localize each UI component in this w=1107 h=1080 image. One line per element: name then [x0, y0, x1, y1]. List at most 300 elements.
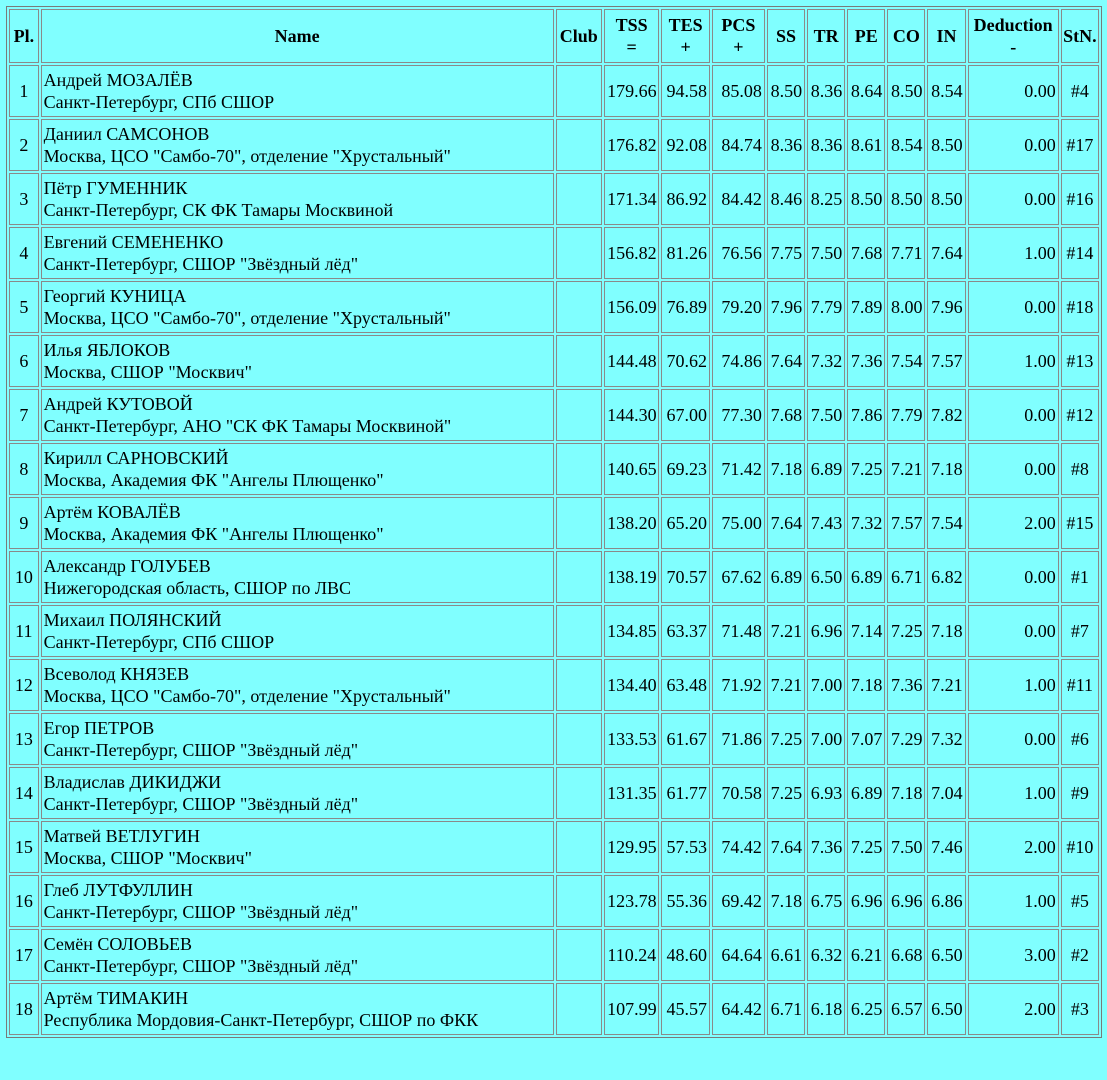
- pcs-cell: 79.20: [712, 281, 765, 333]
- start-number-cell: #8: [1061, 443, 1099, 495]
- club-cell: [556, 929, 603, 981]
- club-cell: [556, 875, 603, 927]
- place-cell: 12: [9, 659, 39, 711]
- tss-cell: 110.24: [604, 929, 659, 981]
- place-cell: 16: [9, 875, 39, 927]
- co-cell: 6.68: [887, 929, 925, 981]
- header-tr: TR: [807, 9, 845, 63]
- skater-name: Семён СОЛОВЬЕВ: [43, 934, 193, 954]
- place-cell: 5: [9, 281, 39, 333]
- start-number-cell: #13: [1061, 335, 1099, 387]
- club-cell: [556, 497, 603, 549]
- skater-name: Владислав ДИКИДЖИ: [43, 772, 222, 792]
- in-cell: 7.18: [927, 443, 965, 495]
- name-cell: [41, 497, 554, 549]
- name-cell: [41, 605, 554, 657]
- name-cell: [41, 389, 554, 441]
- tss-cell: 133.53: [604, 713, 659, 765]
- tes-cell: 57.53: [661, 821, 710, 873]
- header-deduction-sub: -: [1010, 37, 1017, 57]
- skater-name: Пётр ГУМЕННИК: [43, 178, 188, 198]
- table-row: [9, 65, 1099, 117]
- header-tes-sub: +: [680, 37, 691, 57]
- header-pcs: [712, 9, 765, 63]
- pe-cell: 6.21: [847, 929, 885, 981]
- tr-cell: 7.79: [807, 281, 845, 333]
- skater-region: Нижегородская область, СШОР по ЛВС: [43, 578, 352, 598]
- start-number-cell: #14: [1061, 227, 1099, 279]
- in-cell: 8.50: [927, 173, 965, 225]
- place-cell: 8: [9, 443, 39, 495]
- tss-cell: 144.30: [604, 389, 659, 441]
- club-cell: [556, 659, 603, 711]
- place-cell: 3: [9, 173, 39, 225]
- in-cell: 7.54: [927, 497, 965, 549]
- co-cell: 8.50: [887, 173, 925, 225]
- start-number-cell: #15: [1061, 497, 1099, 549]
- pe-cell: 7.89: [847, 281, 885, 333]
- header-co: CO: [887, 9, 925, 63]
- deduction-cell: 0.00: [968, 173, 1059, 225]
- co-cell: 7.25: [887, 605, 925, 657]
- start-number-cell: #1: [1061, 551, 1099, 603]
- header-pe: PE: [847, 9, 885, 63]
- ss-cell: 7.64: [767, 821, 805, 873]
- club-cell: [556, 65, 603, 117]
- skater-name: Михаил ПОЛЯНСКИЙ: [43, 610, 222, 630]
- start-number-cell: #17: [1061, 119, 1099, 171]
- club-cell: [556, 227, 603, 279]
- tr-cell: 7.50: [807, 389, 845, 441]
- tes-cell: 45.57: [661, 983, 710, 1035]
- pcs-cell: 71.48: [712, 605, 765, 657]
- start-number-cell: #11: [1061, 659, 1099, 711]
- pe-cell: 7.18: [847, 659, 885, 711]
- name-cell: [41, 65, 554, 117]
- table-row: [9, 605, 1099, 657]
- pcs-cell: 75.00: [712, 497, 765, 549]
- skater-region: Санкт-Петербург, СПб СШОР: [43, 92, 275, 112]
- place-cell: 15: [9, 821, 39, 873]
- results-body: [9, 65, 1099, 1035]
- in-cell: 7.96: [927, 281, 965, 333]
- co-cell: 8.50: [887, 65, 925, 117]
- ss-cell: 7.64: [767, 497, 805, 549]
- start-number-cell: #6: [1061, 713, 1099, 765]
- deduction-cell: 0.00: [968, 389, 1059, 441]
- skater-name: Илья ЯБЛОКОВ: [43, 340, 171, 360]
- pe-cell: 6.25: [847, 983, 885, 1035]
- ss-cell: 7.18: [767, 875, 805, 927]
- pcs-cell: 71.92: [712, 659, 765, 711]
- pe-cell: 7.86: [847, 389, 885, 441]
- club-cell: [556, 821, 603, 873]
- tss-cell: 156.82: [604, 227, 659, 279]
- ss-cell: 8.50: [767, 65, 805, 117]
- skater-name: Артём КОВАЛЁВ: [43, 502, 181, 522]
- in-cell: 6.50: [927, 983, 965, 1035]
- deduction-cell: 1.00: [968, 227, 1059, 279]
- place-cell: 4: [9, 227, 39, 279]
- skater-region: Москва, СШОР "Москвич": [43, 362, 252, 382]
- tss-cell: 138.20: [604, 497, 659, 549]
- place-cell: 7: [9, 389, 39, 441]
- co-cell: 7.29: [887, 713, 925, 765]
- start-number-cell: #16: [1061, 173, 1099, 225]
- pcs-cell: 74.86: [712, 335, 765, 387]
- tr-cell: 8.36: [807, 65, 845, 117]
- place-cell: 13: [9, 713, 39, 765]
- start-number-cell: #12: [1061, 389, 1099, 441]
- skater-region: Санкт-Петербург, СШОР "Звёздный лёд": [43, 254, 359, 274]
- pcs-cell: 77.30: [712, 389, 765, 441]
- table-row: [9, 929, 1099, 981]
- table-row: [9, 713, 1099, 765]
- tes-cell: 94.58: [661, 65, 710, 117]
- pe-cell: 8.50: [847, 173, 885, 225]
- club-cell: [556, 281, 603, 333]
- tes-cell: 81.26: [661, 227, 710, 279]
- table-row: [9, 443, 1099, 495]
- skater-name: Евгений СЕМЕНЕНКО: [43, 232, 224, 252]
- pcs-cell: 71.42: [712, 443, 765, 495]
- table-row: [9, 335, 1099, 387]
- co-cell: 8.00: [887, 281, 925, 333]
- deduction-cell: 2.00: [968, 821, 1059, 873]
- pcs-cell: 64.64: [712, 929, 765, 981]
- pe-cell: 7.36: [847, 335, 885, 387]
- in-cell: 7.64: [927, 227, 965, 279]
- co-cell: 7.71: [887, 227, 925, 279]
- header-pcs-label: PCS: [721, 15, 756, 35]
- tss-cell: 144.48: [604, 335, 659, 387]
- co-cell: 6.71: [887, 551, 925, 603]
- start-number-cell: #7: [1061, 605, 1099, 657]
- place-cell: 14: [9, 767, 39, 819]
- table-row: [9, 659, 1099, 711]
- in-cell: 7.57: [927, 335, 965, 387]
- tr-cell: 6.32: [807, 929, 845, 981]
- place-cell: 9: [9, 497, 39, 549]
- skater-name: Александр ГОЛУБЕВ: [43, 556, 211, 576]
- tr-cell: 6.93: [807, 767, 845, 819]
- name-cell: [41, 875, 554, 927]
- pe-cell: 7.32: [847, 497, 885, 549]
- skater-name: Глеб ЛУТФУЛЛИН: [43, 880, 193, 900]
- tss-cell: 129.95: [604, 821, 659, 873]
- start-number-cell: #9: [1061, 767, 1099, 819]
- pcs-cell: 70.58: [712, 767, 765, 819]
- skater-region: Санкт-Петербург, СК ФК Тамары Москвиной: [43, 200, 394, 220]
- tes-cell: 67.00: [661, 389, 710, 441]
- tes-cell: 55.36: [661, 875, 710, 927]
- co-cell: 7.21: [887, 443, 925, 495]
- tes-cell: 76.89: [661, 281, 710, 333]
- header-tss-sub: =: [626, 37, 637, 57]
- tss-cell: 171.34: [604, 173, 659, 225]
- ss-cell: 7.21: [767, 605, 805, 657]
- pcs-cell: 67.62: [712, 551, 765, 603]
- skater-region: Санкт-Петербург, АНО "СК ФК Тамары Москвиной": [43, 416, 452, 436]
- ss-cell: 7.96: [767, 281, 805, 333]
- start-number-cell: #4: [1061, 65, 1099, 117]
- tr-cell: 6.96: [807, 605, 845, 657]
- club-cell: [556, 551, 603, 603]
- deduction-cell: 0.00: [968, 65, 1059, 117]
- pe-cell: 8.61: [847, 119, 885, 171]
- skater-region: Москва, ЦСО "Самбо-70", отделение "Хрустальный": [43, 686, 451, 706]
- header-club: Club: [556, 9, 603, 63]
- deduction-cell: 0.00: [968, 713, 1059, 765]
- tr-cell: 7.00: [807, 713, 845, 765]
- name-cell: [41, 173, 554, 225]
- pcs-cell: 74.42: [712, 821, 765, 873]
- place-cell: 10: [9, 551, 39, 603]
- in-cell: 6.50: [927, 929, 965, 981]
- in-cell: 7.46: [927, 821, 965, 873]
- co-cell: 8.54: [887, 119, 925, 171]
- tr-cell: 7.32: [807, 335, 845, 387]
- pe-cell: 6.89: [847, 767, 885, 819]
- deduction-cell: 0.00: [968, 551, 1059, 603]
- tss-cell: 176.82: [604, 119, 659, 171]
- header-in: IN: [927, 9, 965, 63]
- tss-cell: 134.40: [604, 659, 659, 711]
- name-cell: [41, 281, 554, 333]
- club-cell: [556, 605, 603, 657]
- table-row: [9, 389, 1099, 441]
- ss-cell: 8.46: [767, 173, 805, 225]
- header-pl: Pl.: [9, 9, 39, 63]
- pcs-cell: 84.42: [712, 173, 765, 225]
- tss-cell: 179.66: [604, 65, 659, 117]
- header-ss: SS: [767, 9, 805, 63]
- place-cell: 17: [9, 929, 39, 981]
- in-cell: 6.82: [927, 551, 965, 603]
- skater-region: Санкт-Петербург, СПб СШОР: [43, 632, 275, 652]
- in-cell: 7.82: [927, 389, 965, 441]
- tes-cell: 63.48: [661, 659, 710, 711]
- name-cell: [41, 929, 554, 981]
- ss-cell: 7.64: [767, 335, 805, 387]
- skater-region: Москва, СШОР "Москвич": [43, 848, 252, 868]
- ss-cell: 7.25: [767, 713, 805, 765]
- skater-region: Санкт-Петербург, СШОР "Звёздный лёд": [43, 794, 359, 814]
- deduction-cell: 0.00: [968, 281, 1059, 333]
- deduction-cell: 1.00: [968, 335, 1059, 387]
- name-cell: [41, 335, 554, 387]
- ss-cell: 7.25: [767, 767, 805, 819]
- header-tes: [661, 9, 710, 63]
- pcs-cell: 69.42: [712, 875, 765, 927]
- table-row: [9, 281, 1099, 333]
- tss-cell: 123.78: [604, 875, 659, 927]
- tr-cell: 7.36: [807, 821, 845, 873]
- deduction-cell: 3.00: [968, 929, 1059, 981]
- in-cell: 7.32: [927, 713, 965, 765]
- tss-cell: 138.19: [604, 551, 659, 603]
- place-cell: 6: [9, 335, 39, 387]
- header-name: Name: [41, 9, 554, 63]
- tss-cell: 140.65: [604, 443, 659, 495]
- tr-cell: 6.50: [807, 551, 845, 603]
- pe-cell: 7.25: [847, 443, 885, 495]
- club-cell: [556, 983, 603, 1035]
- header-deduction-label: Deduction: [973, 15, 1053, 35]
- table-row: [9, 821, 1099, 873]
- club-cell: [556, 173, 603, 225]
- co-cell: 7.18: [887, 767, 925, 819]
- place-cell: 2: [9, 119, 39, 171]
- pcs-cell: 84.74: [712, 119, 765, 171]
- skater-name: Андрей МОЗАЛЁВ: [43, 70, 193, 90]
- pe-cell: 7.25: [847, 821, 885, 873]
- tes-cell: 70.57: [661, 551, 710, 603]
- tss-cell: 156.09: [604, 281, 659, 333]
- deduction-cell: 0.00: [968, 605, 1059, 657]
- start-number-cell: #18: [1061, 281, 1099, 333]
- tes-cell: 61.67: [661, 713, 710, 765]
- header-tss-label: TSS: [615, 15, 648, 35]
- deduction-cell: 1.00: [968, 875, 1059, 927]
- tes-cell: 86.92: [661, 173, 710, 225]
- tr-cell: 7.43: [807, 497, 845, 549]
- ss-cell: 7.68: [767, 389, 805, 441]
- skater-name: Георгий КУНИЦА: [43, 286, 187, 306]
- pcs-cell: 64.42: [712, 983, 765, 1035]
- name-cell: [41, 821, 554, 873]
- skater-name: Егор ПЕТРОВ: [43, 718, 155, 738]
- tr-cell: 8.25: [807, 173, 845, 225]
- start-number-cell: #5: [1061, 875, 1099, 927]
- start-number-cell: #2: [1061, 929, 1099, 981]
- deduction-cell: 1.00: [968, 767, 1059, 819]
- ss-cell: 7.75: [767, 227, 805, 279]
- co-cell: 6.57: [887, 983, 925, 1035]
- pe-cell: 6.89: [847, 551, 885, 603]
- table-row: [9, 119, 1099, 171]
- deduction-cell: 0.00: [968, 119, 1059, 171]
- table-row: [9, 227, 1099, 279]
- pcs-cell: 71.86: [712, 713, 765, 765]
- co-cell: 7.79: [887, 389, 925, 441]
- skater-region: Москва, Академия ФК "Ангелы Плющенко": [43, 524, 384, 544]
- tr-cell: 6.75: [807, 875, 845, 927]
- tr-cell: 6.18: [807, 983, 845, 1035]
- name-cell: [41, 443, 554, 495]
- place-cell: 1: [9, 65, 39, 117]
- in-cell: 8.50: [927, 119, 965, 171]
- club-cell: [556, 335, 603, 387]
- skater-name: Всеволод КНЯЗЕВ: [43, 664, 190, 684]
- ss-cell: 6.71: [767, 983, 805, 1035]
- start-number-cell: #3: [1061, 983, 1099, 1035]
- club-cell: [556, 389, 603, 441]
- skater-name: Артём ТИМАКИН: [43, 988, 189, 1008]
- tes-cell: 61.77: [661, 767, 710, 819]
- name-cell: [41, 119, 554, 171]
- ss-cell: 7.21: [767, 659, 805, 711]
- table-row: [9, 875, 1099, 927]
- header-stn: StN.: [1061, 9, 1099, 63]
- header-tss: [604, 9, 659, 63]
- club-cell: [556, 713, 603, 765]
- header-tes-label: TES: [668, 15, 703, 35]
- tr-cell: 7.50: [807, 227, 845, 279]
- deduction-cell: 2.00: [968, 983, 1059, 1035]
- tr-cell: 8.36: [807, 119, 845, 171]
- club-cell: [556, 119, 603, 171]
- tes-cell: 48.60: [661, 929, 710, 981]
- place-cell: 11: [9, 605, 39, 657]
- pcs-cell: 76.56: [712, 227, 765, 279]
- in-cell: 8.54: [927, 65, 965, 117]
- club-cell: [556, 767, 603, 819]
- tr-cell: 6.89: [807, 443, 845, 495]
- place-cell: 18: [9, 983, 39, 1035]
- tes-cell: 70.62: [661, 335, 710, 387]
- deduction-cell: 1.00: [968, 659, 1059, 711]
- tes-cell: 92.08: [661, 119, 710, 171]
- deduction-cell: 0.00: [968, 443, 1059, 495]
- skater-region: Санкт-Петербург, СШОР "Звёздный лёд": [43, 902, 359, 922]
- table-row: [9, 983, 1099, 1035]
- tr-cell: 7.00: [807, 659, 845, 711]
- ss-cell: 8.36: [767, 119, 805, 171]
- tes-cell: 69.23: [661, 443, 710, 495]
- skater-region: Москва, Академия ФК "Ангелы Плющенко": [43, 470, 384, 490]
- table-row: [9, 767, 1099, 819]
- tss-cell: 134.85: [604, 605, 659, 657]
- header-pcs-sub: +: [733, 37, 744, 57]
- tss-cell: 107.99: [604, 983, 659, 1035]
- name-cell: [41, 713, 554, 765]
- co-cell: 7.54: [887, 335, 925, 387]
- header-deduction: [968, 9, 1059, 63]
- pe-cell: 8.64: [847, 65, 885, 117]
- skater-region: Москва, ЦСО "Самбо-70", отделение "Хрустальный": [43, 308, 451, 328]
- co-cell: 7.50: [887, 821, 925, 873]
- header-row: [9, 9, 1099, 63]
- club-cell: [556, 443, 603, 495]
- co-cell: 7.36: [887, 659, 925, 711]
- name-cell: [41, 551, 554, 603]
- tss-cell: 131.35: [604, 767, 659, 819]
- skater-name: Матвей ВЕТЛУГИН: [43, 826, 201, 846]
- pe-cell: 7.14: [847, 605, 885, 657]
- skater-region: Санкт-Петербург, СШОР "Звёздный лёд": [43, 740, 359, 760]
- skater-name: Даниил САМСОНОВ: [43, 124, 210, 144]
- skater-name: Кирилл САРНОВСКИЙ: [43, 448, 229, 468]
- pe-cell: 7.07: [847, 713, 885, 765]
- pe-cell: 7.68: [847, 227, 885, 279]
- ss-cell: 7.18: [767, 443, 805, 495]
- skater-region: Москва, ЦСО "Самбо-70", отделение "Хрустальный": [43, 146, 451, 166]
- pcs-cell: 85.08: [712, 65, 765, 117]
- co-cell: 6.96: [887, 875, 925, 927]
- ss-cell: 6.61: [767, 929, 805, 981]
- results-table: [6, 6, 1102, 1038]
- name-cell: [41, 659, 554, 711]
- skater-name: Андрей КУТОВОЙ: [43, 394, 193, 414]
- ss-cell: 6.89: [767, 551, 805, 603]
- co-cell: 7.57: [887, 497, 925, 549]
- skater-region: Санкт-Петербург, СШОР "Звёздный лёд": [43, 956, 359, 976]
- pe-cell: 6.96: [847, 875, 885, 927]
- table-row: [9, 173, 1099, 225]
- table-row: [9, 551, 1099, 603]
- in-cell: 7.04: [927, 767, 965, 819]
